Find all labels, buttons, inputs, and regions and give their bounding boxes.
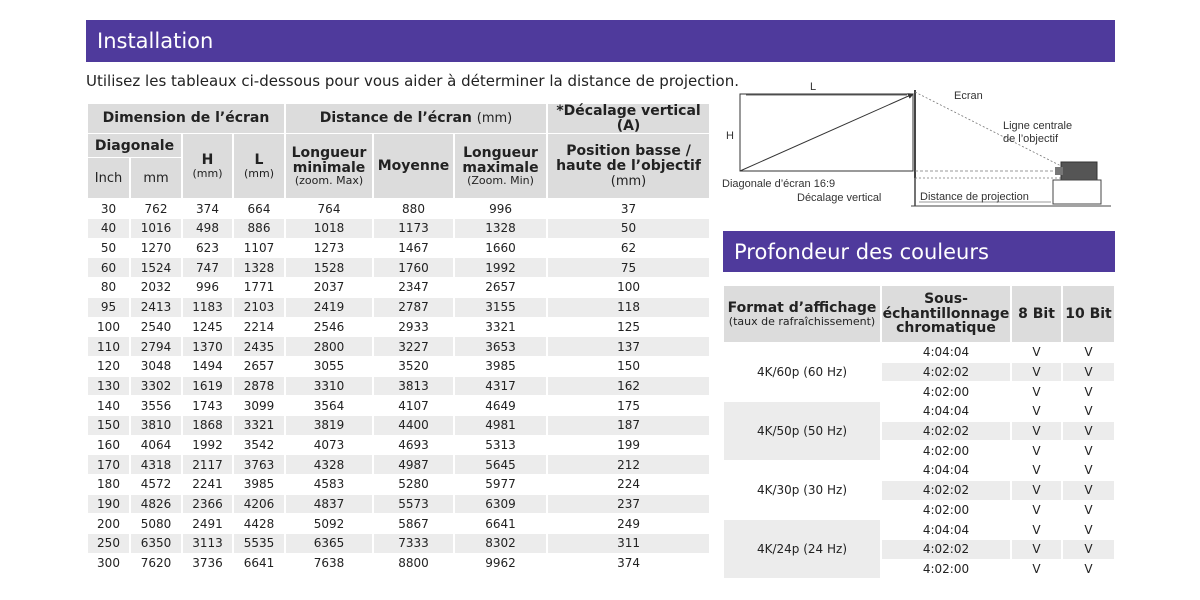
cell-min: 4073 [313,437,345,452]
table-row [88,377,709,396]
cell-subsampling: 4:04:04 [922,404,970,419]
diagram-label-ligne-2: de l’objectif [1003,133,1059,145]
intro-text: Utilisez les tableaux ci-dessous pour vous aider à déterminer la distance de projection. [86,72,739,90]
cell-offset: 199 [617,437,640,452]
projector-lens [1055,167,1063,175]
cell-l: 664 [247,201,271,216]
cell-offset: 187 [548,416,709,435]
cell-max: 6309 [455,495,546,514]
cell-offset: 249 [617,516,640,531]
cell-mm: 5080 [140,516,172,531]
cell-l: 2657 [243,359,275,374]
cell-h: 747 [183,258,232,277]
diagram-label-ligne-1: Ligne centrale [1003,120,1073,132]
cell-l: 2435 [234,337,284,356]
header-l [234,134,284,198]
table-row [88,396,709,415]
header-average: Moyenne [374,134,453,198]
header-h-unit: (mm) [192,166,223,180]
table-row [724,402,1114,421]
cell-max: 3653 [455,337,546,356]
header-10bit: 10 Bit [1063,286,1114,342]
cell-bit10: V [1063,481,1114,500]
cell-inch: 95 [88,298,129,317]
cell-avg: 4693 [398,437,429,452]
cell-avg: 4107 [398,398,429,413]
header-format [724,286,880,342]
projection-diagram [721,78,1115,213]
cell-inch: 150 [88,416,129,435]
diagram-label-l: L [810,81,817,93]
projector-body [1061,162,1097,180]
cell-l: 2103 [234,298,284,317]
cell-min: 2037 [313,280,345,295]
cell-bit10: V [1084,463,1093,478]
cell-avg: 5867 [398,516,429,531]
cell-avg: 2347 [398,280,429,295]
cell-bit10: V [1084,384,1093,399]
diagram-label-h: H [726,130,734,142]
header-min-length [286,134,372,198]
cell-l: 5535 [234,534,284,553]
cell-max: 4981 [455,416,546,435]
cell-l: 1107 [243,241,275,256]
cell-mm: 3556 [140,398,172,413]
cell-bit8: V [1012,363,1061,382]
cell-bit10: V [1063,540,1114,559]
cell-bit8: V [1032,502,1041,517]
cell-subsampling: 4:02:00 [922,384,970,399]
color-depth-body [724,343,1114,578]
cell-min: 4328 [286,455,372,474]
diagram-label-diagonale: Diagonale d’écran 16:9 [722,178,836,190]
distance-table-body [88,199,709,572]
header-vertical-offset: *Décalage vertical (A) [548,104,709,133]
cell-min: 2800 [286,337,372,356]
cell-subsampling: 4:02:02 [882,540,1010,559]
header-8bit: 8 Bit [1012,286,1061,342]
header-h-label: H [201,152,214,169]
cell-avg: 880 [402,201,425,216]
installation-title: Installation [97,29,214,53]
header-max-length [455,134,546,198]
header-min-length-note: (zoom. Max) [294,174,364,188]
cell-avg: 2787 [374,298,453,317]
cell-l: 1771 [243,280,275,295]
cell-subsampling: 4:02:00 [922,502,970,517]
cell-inch: 120 [97,359,120,374]
cell-l: 6641 [243,556,275,571]
cell-max: 3985 [485,359,516,374]
header-lens-position [548,134,709,198]
cell-max: 8302 [455,534,546,553]
cell-offset: 150 [617,359,640,374]
cell-max: 5977 [485,477,516,492]
cell-avg: 7333 [374,534,453,553]
cell-mm: 1270 [140,241,172,256]
cell-h: 2117 [183,455,232,474]
cell-avg: 5573 [374,495,453,514]
cell-max: 3321 [485,319,516,334]
cell-offset: 118 [548,298,709,317]
cell-subsampling: 4:02:00 [922,561,970,576]
table-row [88,278,709,297]
cell-max: 6641 [485,516,516,531]
cell-max: 996 [489,201,512,216]
cell-inch: 160 [97,437,120,452]
cell-inch: 40 [88,219,129,238]
cell-inch: 80 [100,280,117,295]
cell-format: 4K/24p (24 Hz) [724,520,880,578]
cell-inch: 250 [88,534,129,553]
cell-mm: 1524 [131,258,181,277]
cell-avg: 3227 [374,337,453,356]
cell-format: 4K/30p (30 Hz) [756,483,848,498]
cell-l: 4206 [234,495,284,514]
header-l-unit: (mm) [243,166,274,180]
cell-mm: 4572 [140,477,172,492]
cell-min: 3564 [313,398,345,413]
cell-mm: 7620 [140,556,172,571]
header-h [183,134,232,198]
cell-l: 886 [234,219,284,238]
cell-min: 1018 [286,219,372,238]
cell-min: 3819 [286,416,372,435]
table-row [724,461,1114,480]
cell-bit8: V [1012,540,1061,559]
cell-max: 3155 [455,298,546,317]
cell-min: 5092 [313,516,345,531]
cell-offset: 224 [617,477,640,492]
header-subsampling: Sous-échantillonnage chromatique [882,286,1010,342]
table-row [88,258,709,277]
cell-bit8: V [1032,384,1041,399]
header-lens-position-label: Position basse / haute de l’objectif [556,143,701,175]
cell-format: 4K/60p (60 Hz) [756,365,848,380]
installation-banner [86,20,1115,62]
table-row [88,298,709,317]
table-row [88,337,709,356]
projector-stand [1053,180,1101,204]
cell-mm: 3048 [140,359,172,374]
cell-offset: 175 [617,398,640,413]
diagram-label-decalage: Décalage vertical [797,192,882,204]
cell-bit8: V [1012,481,1061,500]
cell-h: 996 [196,280,219,295]
cell-offset: 212 [548,455,709,474]
cell-mm: 3810 [131,416,181,435]
color-depth-table [722,285,1116,579]
cell-mm: 2540 [140,319,172,334]
cell-min: 1528 [286,258,372,277]
table-row [88,514,709,533]
cell-max: 9962 [485,556,516,571]
cell-min: 764 [317,201,341,216]
cell-h: 2241 [192,477,223,492]
cell-bit8: V [1012,422,1061,441]
header-diagonal: Diagonale [88,134,181,157]
cell-offset: 62 [620,241,637,256]
header-format-label: Format d’affichage [727,299,877,316]
header-lens-position-unit: (mm) [610,173,647,189]
cell-h: 1494 [192,359,223,374]
cell-max: 5645 [455,455,546,474]
cell-bit10: V [1084,522,1093,537]
cell-h: 1370 [183,337,232,356]
cell-l: 3985 [243,477,275,492]
cell-bit10: V [1084,345,1093,360]
cell-max: 2657 [485,280,516,295]
cell-mm: 2413 [131,298,181,317]
cell-avg: 3520 [398,359,429,374]
cell-avg: 1173 [374,219,453,238]
cell-h: 2491 [192,516,223,531]
header-max-length-note: (Zoom. Min) [467,174,534,188]
cell-bit8: V [1032,443,1041,458]
cell-h: 1743 [192,398,223,413]
cell-max: 1328 [455,219,546,238]
cell-min: 3310 [286,377,372,396]
cell-max: 5313 [485,437,516,452]
header-screen-distance [286,104,546,133]
cell-min: 7638 [313,556,345,571]
table-row [88,475,709,494]
cell-avg: 3813 [374,377,453,396]
cell-h: 1183 [183,298,232,317]
diagram-label-ecran: Ecran [954,90,983,102]
cell-h: 1619 [183,377,232,396]
cell-bit8: V [1032,404,1041,419]
cell-bit8: V [1032,522,1041,537]
table-row [724,520,1114,539]
cell-avg: 2933 [398,319,429,334]
cell-inch: 170 [88,455,129,474]
cell-offset: 100 [617,280,640,295]
cell-bit8: V [1032,561,1041,576]
cell-l: 4428 [243,516,275,531]
cell-max: 4317 [455,377,546,396]
cell-subsampling: 4:02:02 [882,481,1010,500]
cell-mm: 2032 [140,280,172,295]
cell-bit10: V [1084,502,1093,517]
cell-h: 2366 [183,495,232,514]
cell-mm: 4064 [140,437,172,452]
cell-h: 623 [196,241,219,256]
cell-min: 4583 [313,477,345,492]
cell-offset: 311 [548,534,709,553]
cell-h: 1245 [192,319,223,334]
cell-subsampling: 4:02:02 [882,363,1010,382]
cell-offset: 162 [548,377,709,396]
cell-subsampling: 4:04:04 [922,463,970,478]
cell-max: 1660 [485,241,516,256]
cell-h: 3113 [183,534,232,553]
cell-mm: 4318 [131,455,181,474]
table-row [88,199,709,218]
header-mm: mm [131,158,181,198]
cell-inch: 60 [88,258,129,277]
cell-mm: 3302 [131,377,181,396]
header-format-note: (taux de rafraîchissement) [728,314,876,328]
cell-h: 3736 [192,556,223,571]
cell-avg: 1467 [398,241,429,256]
cell-avg: 5280 [398,477,429,492]
cell-offset: 125 [617,319,640,334]
cell-inch: 190 [88,495,129,514]
cell-bit10: V [1084,561,1093,576]
cell-min: 6365 [286,534,372,553]
cell-inch: 200 [97,516,120,531]
table-row [88,436,709,455]
cell-bit10: V [1084,404,1093,419]
cell-avg: 1760 [374,258,453,277]
cell-format: 4K/50p (50 Hz) [724,402,880,460]
cell-inch: 100 [97,319,120,334]
cell-offset: 237 [548,495,709,514]
header-inch: Inch [88,158,129,198]
cell-avg: 4400 [374,416,453,435]
cell-offset: 374 [617,556,640,571]
cell-min: 2419 [286,298,372,317]
table-row [88,534,709,553]
cell-mm: 4826 [131,495,181,514]
cell-max: 4649 [485,398,516,413]
header-screen-dimension: Dimension de l’écran [88,104,284,133]
table-row [88,239,709,258]
cell-bit8: V [1032,345,1041,360]
cell-offset: 37 [620,201,637,216]
cell-inch: 30 [100,201,117,216]
cell-h: 1992 [192,437,223,452]
cell-h: 374 [196,201,219,216]
cell-h: 498 [183,219,232,238]
cell-l: 2214 [243,319,275,334]
cell-offset: 75 [548,258,709,277]
cell-subsampling: 4:04:04 [922,345,970,360]
cell-inch: 130 [88,377,129,396]
cell-avg: 8800 [398,556,429,571]
header-min-length-label: Longueur minimale [291,144,367,176]
table-row [88,416,709,435]
table-row [88,455,709,474]
cell-bit10: V [1084,443,1093,458]
cell-bit10: V [1063,422,1114,441]
cell-inch: 50 [100,241,117,256]
cell-subsampling: 4:02:00 [922,443,970,458]
table-row [88,554,709,573]
header-max-length-label: Longueur maximale [462,144,539,176]
cell-h: 1868 [183,416,232,435]
table-row [724,343,1114,362]
cell-mm: 6350 [131,534,181,553]
cell-inch: 140 [97,398,120,413]
cell-mm: 1016 [131,219,181,238]
cell-subsampling: 4:02:02 [882,422,1010,441]
table-row [88,219,709,238]
table-row [88,357,709,376]
cell-l: 3542 [243,437,275,452]
cell-min: 3055 [313,359,345,374]
cell-inch: 300 [97,556,120,571]
cell-avg: 4987 [374,455,453,474]
diagonal-line [740,94,913,171]
cell-offset: 50 [548,219,709,238]
cell-min: 2546 [313,319,345,334]
cell-mm: 2794 [131,337,181,356]
cell-l: 2878 [234,377,284,396]
cell-offset: 137 [548,337,709,356]
cell-l: 3763 [234,455,284,474]
color-depth-banner [723,231,1115,272]
cell-min: 1273 [313,241,345,256]
cell-bit10: V [1063,363,1114,382]
cell-min: 4837 [286,495,372,514]
cell-bit8: V [1032,463,1041,478]
color-depth-title: Profondeur des couleurs [734,239,989,264]
header-l-label: L [254,152,264,169]
cell-inch: 180 [97,477,120,492]
cell-mm: 762 [144,201,168,216]
cell-inch: 110 [88,337,129,356]
cell-l: 1328 [234,258,284,277]
cell-l: 3321 [234,416,284,435]
table-row [88,495,709,514]
header-screen-distance-unit: (mm) [476,111,513,127]
projection-distance-table [86,103,711,573]
cell-subsampling: 4:04:04 [922,522,970,537]
diagram-label-distance: Distance de projection [920,191,1029,203]
header-screen-distance-label: Distance de l’écran [319,110,472,127]
cell-max: 1992 [455,258,546,277]
table-row [88,318,709,337]
cell-l: 3099 [243,398,275,413]
